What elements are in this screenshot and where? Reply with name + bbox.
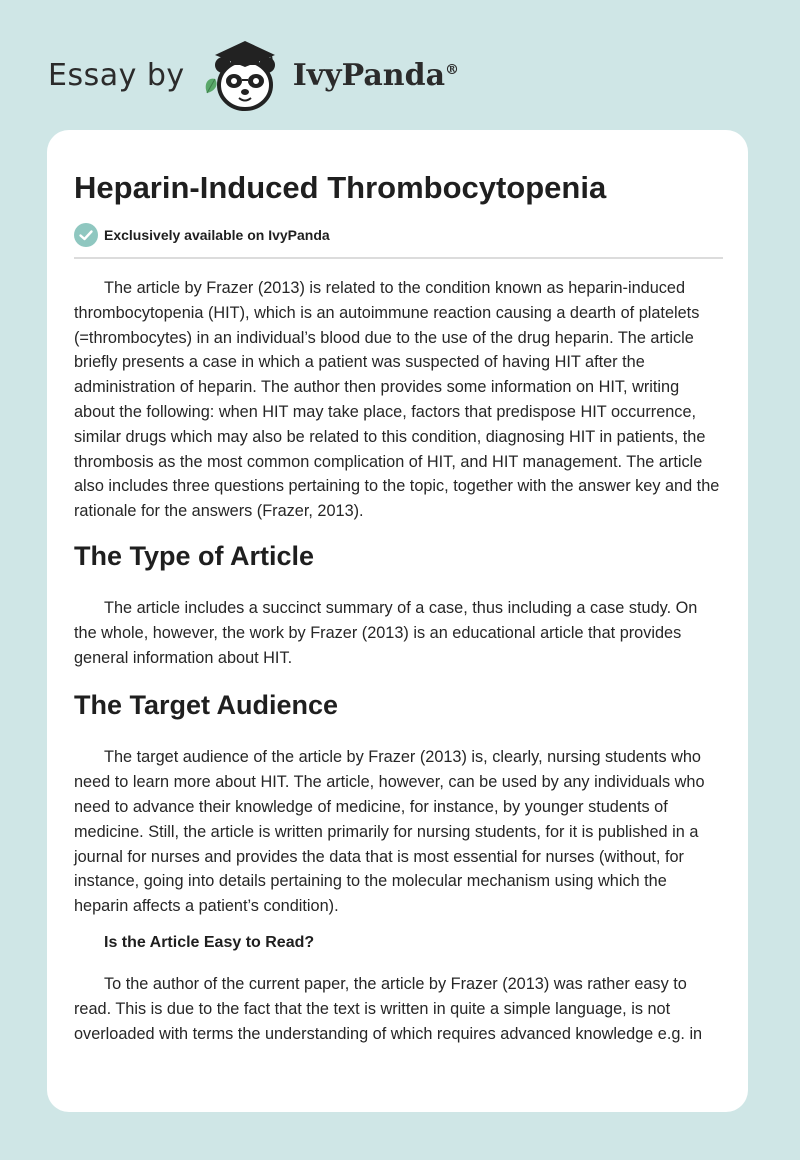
section-heading-audience: The Target Audience xyxy=(74,690,339,721)
subsection-paragraph-readability: To the author of the current paper, the article by Frazer (2013) was rather easy to read. This is due to the fact that the text is written in quite a simple language, is not overloaded with terms the understanding of which requires advanced knowledge e.g. in xyxy=(74,974,703,1043)
section-paragraph-audience: The target audience of the article by Frazer (2013) is, clearly, nursing students who need to learn more about HIT. The article, however, can be used by any individuals who need to advance their knowledge of medicine, for instance, by younger students of medicine. Still, the article is written primarily for nursing students, for it is published in a journal for nurses and provides the data that is most essential for nurses (without, for instance, going into details pertaining to the molecular mechanism using which the heparin affects a patient’s condition). xyxy=(74,748,705,916)
section-heading-type: The Type of Article xyxy=(74,540,315,571)
intro-paragraph: The article by Frazer (2013) is related to the condition known as heparin-induced thrombocytopenia (HIT), which is an autoimmune reaction causing a dearth of platelets (=thrombocytes) in an individual’s blood due to the use of the drug heparin. The article briefly presents a case in which a patient was suspected of having HIT after the administration of heparin. The author then provides some information on HIT, writing about the following: when HIT may take place, factors that predispose HIT occurrence, similar drugs which may also be related to this condition, diagnosing HIT in patients, the thrombosis as the most common complication of HIT, and HIT management. The article also includes three questions pertaining to the topic, together with the answer key and the rationale for the answers (Frazer, 2013). xyxy=(74,279,720,521)
page-title: Heparin-Induced Thrombocytopenia xyxy=(74,170,607,205)
brand-name[interactable]: IvyPanda® xyxy=(292,57,460,93)
registered-mark: ® xyxy=(445,61,460,78)
exclusive-label: Exclusively available on IvyPanda xyxy=(104,227,330,243)
essay-by-label: Essay by xyxy=(48,57,185,93)
check-icon xyxy=(74,223,98,247)
essay-card xyxy=(47,130,748,1112)
section-paragraph-type: The article includes a succinct summary of a case, thus including a case study. On the whole, however, the work by Frazer (2013) is an educational article that provides general information about HIT. xyxy=(74,598,698,667)
site-header xyxy=(48,30,748,120)
exclusive-badge xyxy=(74,221,722,249)
essay-content xyxy=(74,130,722,1046)
panda-logo-icon[interactable] xyxy=(201,35,289,115)
subsection-heading-readability: Is the Article Easy to Read? xyxy=(104,933,315,951)
divider xyxy=(74,257,723,259)
